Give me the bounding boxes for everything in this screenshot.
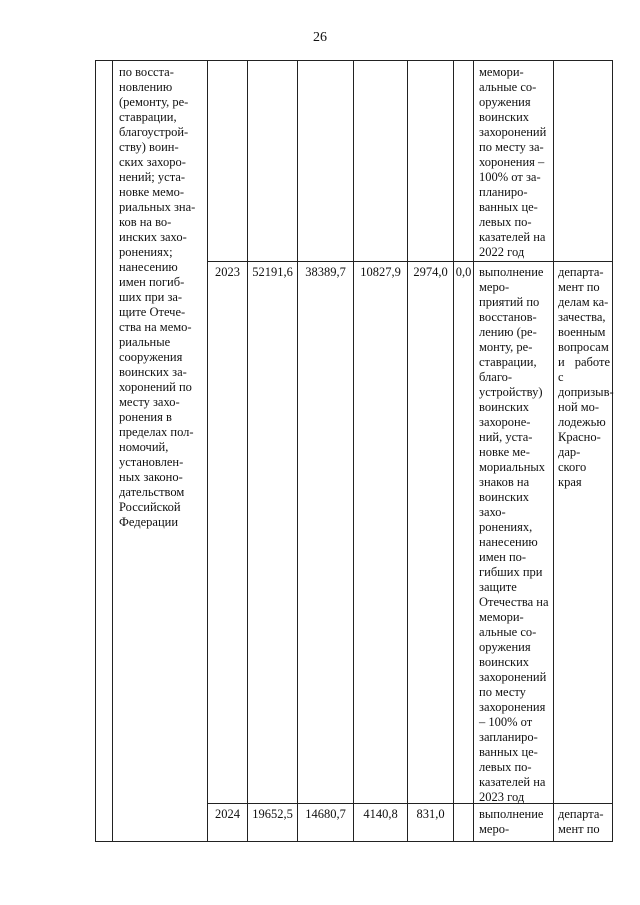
col-divider bbox=[407, 60, 408, 842]
year-cell: 2023 bbox=[215, 265, 240, 279]
page-number: 26 bbox=[313, 30, 327, 45]
year-cell: 2024 bbox=[215, 807, 240, 821]
row-divider bbox=[207, 803, 613, 804]
table-border-left bbox=[95, 60, 96, 842]
amount-cell: 10827,9 bbox=[360, 265, 401, 279]
amount-cell: 0,0 bbox=[455, 265, 472, 279]
col-divider bbox=[473, 60, 474, 842]
col-divider bbox=[353, 60, 354, 842]
total-cell: 52191,6 bbox=[252, 265, 293, 279]
result-text: мемори- альные со- оружения воинских захоронений по месту за- хоронения – 100% от за- планиро- ванных це- левых по- казателей на 2022 год bbox=[479, 65, 547, 259]
table-border-top bbox=[95, 60, 613, 61]
col-divider bbox=[297, 60, 298, 842]
amount-cell: 831,0 bbox=[416, 807, 445, 821]
executor-text: департа- мент по bbox=[558, 807, 604, 836]
table-border-right bbox=[612, 60, 613, 842]
amount-cell: 2974,0 bbox=[413, 265, 448, 279]
amount-cell: 38389,7 bbox=[305, 265, 346, 279]
measure-description: по восста- новлению (ремонту, ре- ставрации, благоустрой- ству) воин- ских захоро- нений; уста- новке мемо- риальных зна- ков на во- инских захо- ронениях; нанесению имен погиб- ших при за- щите Отече- ства на мемо- риальные сооружения воинских за- хоронений по месту захо- ронения в пределах пол- номочий, установлен- ных законо- дательством Российской Федерации bbox=[119, 65, 196, 529]
amount-cell: 4140,8 bbox=[363, 807, 398, 821]
col-divider bbox=[207, 60, 208, 842]
result-text: выполнение меро- bbox=[479, 807, 544, 836]
table-border-bottom bbox=[95, 841, 613, 842]
budget-table bbox=[95, 60, 613, 842]
total-cell: 19652,5 bbox=[252, 807, 293, 821]
row-divider bbox=[207, 261, 613, 262]
result-text: выполнение меро- приятий по восстанов- лению (ре- монту, ре- ставрации, благо- устройству) воинских захороне- ний, уста- новке ме- мориальных знаков на воинских захо- ронениях, нанесению имен по- гибших при защите Отечества на мемори- альные со- оружения воинских захоронений по месту захоронения – 100% от запланиро- ванных це- левых по- казателей на 2023 год bbox=[479, 265, 549, 804]
col-divider bbox=[112, 60, 113, 842]
executor-text: департа- мент по делам ка- зачества, военным вопросам и работе с допризыв- ной мо- лодежью Красно- дар- ского края bbox=[558, 265, 614, 489]
col-divider bbox=[553, 60, 554, 842]
col-divider bbox=[247, 60, 248, 842]
col-divider bbox=[453, 60, 454, 842]
amount-cell: 14680,7 bbox=[305, 807, 346, 821]
